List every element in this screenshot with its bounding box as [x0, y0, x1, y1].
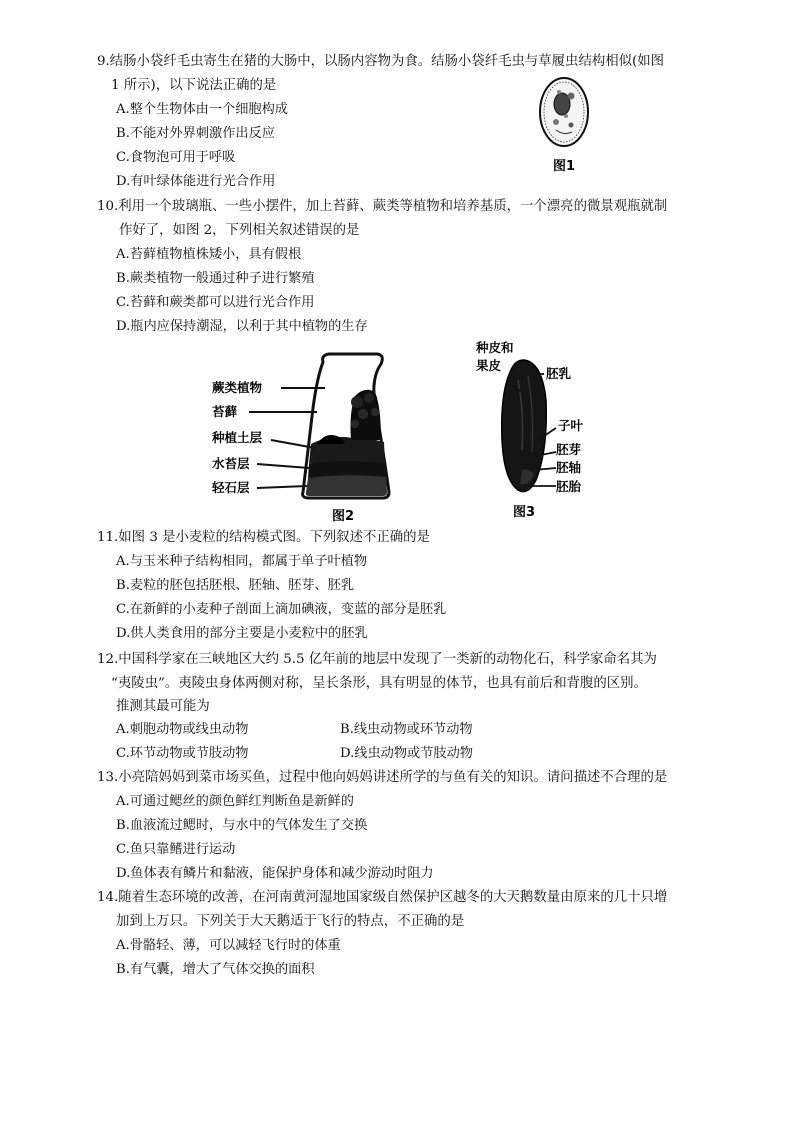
- q9-option-a: A.整个生物体由一个细胞构成: [116, 102, 288, 117]
- q11-option-a: A.与玉米种子结构相同，都属于单子叶植物: [116, 554, 368, 569]
- q12-option-b: B.线虫动物或环节动物: [340, 722, 473, 737]
- q11-option-c: C.在新鲜的小麦种子剖面上滴加碘液，变蓝的部分是胚乳: [116, 602, 447, 617]
- q14-stem-line2: 加到上万只。下列关于大天鹅适于飞行的特点，不正确的是: [116, 914, 465, 929]
- fig2-label-pumice: 轻石层: [212, 480, 250, 495]
- figure-1-cell: [534, 70, 594, 178]
- fig3-label-plumule: 胚芽: [556, 442, 582, 457]
- q10-stem-line2: 作好了，如图 2，下列相关叙述错误的是: [119, 223, 360, 238]
- q11-option-d: D.供人类食用的部分主要是小麦粒中的胚乳: [116, 626, 368, 641]
- q12-option-a: A.刺胞动物或线虫动物: [116, 722, 249, 737]
- q13-stem-line1: 13.小亮陪妈妈到菜市场买鱼，过程中他向妈妈讲述所学的与鱼有关的知识。请问描述不合理的是: [97, 770, 668, 785]
- q13-option-a: A.可通过鳃丝的颜色鲜红判断鱼是新鲜的: [116, 794, 354, 809]
- fig2-label-fern: 蕨类植物: [212, 380, 263, 395]
- q10-option-b: B.蕨类植物一般通过种子进行繁殖: [116, 271, 315, 286]
- q10-option-a: A.苔藓植物植株矮小，具有假根: [116, 247, 302, 262]
- q13-option-d: D.鱼体表有鳞片和黏液，能保护身体和减少游动时阻力: [116, 866, 434, 881]
- figure-2-terrarium: [205, 352, 405, 524]
- fig3-label-embryo: 胚胎: [556, 479, 582, 494]
- wheat-grain-drawing: [472, 340, 592, 524]
- q9-stem-line2: 1 所示)，以下说法正确的是: [111, 78, 277, 93]
- fig3-label-seedcoat-1: 种皮和: [476, 340, 514, 355]
- q9-stem-line1: 9.结肠小袋纤毛虫寄生在猪的大肠中，以肠内容物为食。结肠小袋纤毛虫与草履虫结构相似(如图: [97, 54, 665, 69]
- fig3-label-endosperm: 胚乳: [546, 366, 572, 381]
- q13-option-b: B.血液流过鳃时，与水中的气体发生了交换: [116, 818, 368, 833]
- q14-option-a: A.骨骼轻、薄，可以减轻飞行时的体重: [116, 938, 341, 953]
- q12-stem-line1: 12.中国科学家在三峡地区大约 5.5 亿年前的地层中发现了一类新的动物化石，科学家命名其为: [97, 652, 657, 667]
- q10-option-c: C.苔藓和蕨类都可以进行光合作用: [116, 295, 315, 310]
- fig2-label-sphagnum: 水苔层: [212, 456, 250, 471]
- figure-1-caption: 图1: [552, 159, 576, 174]
- figure-3-wheat-grain: [472, 340, 592, 524]
- q12-option-d: D.线虫动物或节肢动物: [340, 746, 473, 761]
- q9-option-d: D.有叶绿体能进行光合作用: [116, 174, 276, 189]
- q14-stem-line1: 14.随着生态环境的改善，在河南黄河湿地国家级自然保护区越冬的大天鹅数量由原来的几十只增: [97, 890, 668, 905]
- figure-2-caption: 图2: [331, 509, 355, 524]
- fig2-label-soil: 种植土层: [212, 430, 263, 445]
- fig3-label-cotyledon: 子叶: [558, 418, 584, 433]
- fig3-label-hypocotyl: 胚轴: [556, 460, 582, 475]
- q10-stem-line1: 10.利用一个玻璃瓶、一些小摆件，加上苔藓、蕨类等植物和培养基质，一个漂亮的微景观瓶就制: [97, 199, 668, 214]
- q10-option-d: D.瓶内应保持潮湿，以利于其中植物的生存: [116, 319, 368, 334]
- q11-option-b: B.麦粒的胚包括胚根、胚轴、胚芽、胚乳: [116, 578, 355, 593]
- q13-option-c: C.鱼只靠鳍进行运动: [116, 842, 236, 857]
- terrarium-drawing: [205, 352, 405, 524]
- q12-stem-line3: 推测其最可能为: [116, 699, 210, 714]
- q12-stem-line2: “夷陵虫”。夷陵虫身体两侧对称，呈长条形，具有明显的体节，也具有前后和背腹的区别。: [111, 676, 647, 691]
- ciliate-cell-drawing: [534, 70, 594, 178]
- fig3-label-seedcoat-2: 果皮: [476, 358, 502, 373]
- q9-option-c: C.食物泡可用于呼吸: [116, 150, 236, 165]
- q12-option-c: C.环节动物或节肢动物: [116, 746, 249, 761]
- q14-option-b: B.有气囊，增大了气体交换的面积: [116, 962, 315, 977]
- q9-option-b: B.不能对外界刺激作出反应: [116, 126, 275, 141]
- q11-stem-line1: 11.如图 3 是小麦粒的结构模式图。下列叙述不正确的是: [97, 530, 430, 545]
- figure-3-caption: 图3: [512, 505, 536, 520]
- fig2-label-moss: 苔藓: [212, 404, 238, 419]
